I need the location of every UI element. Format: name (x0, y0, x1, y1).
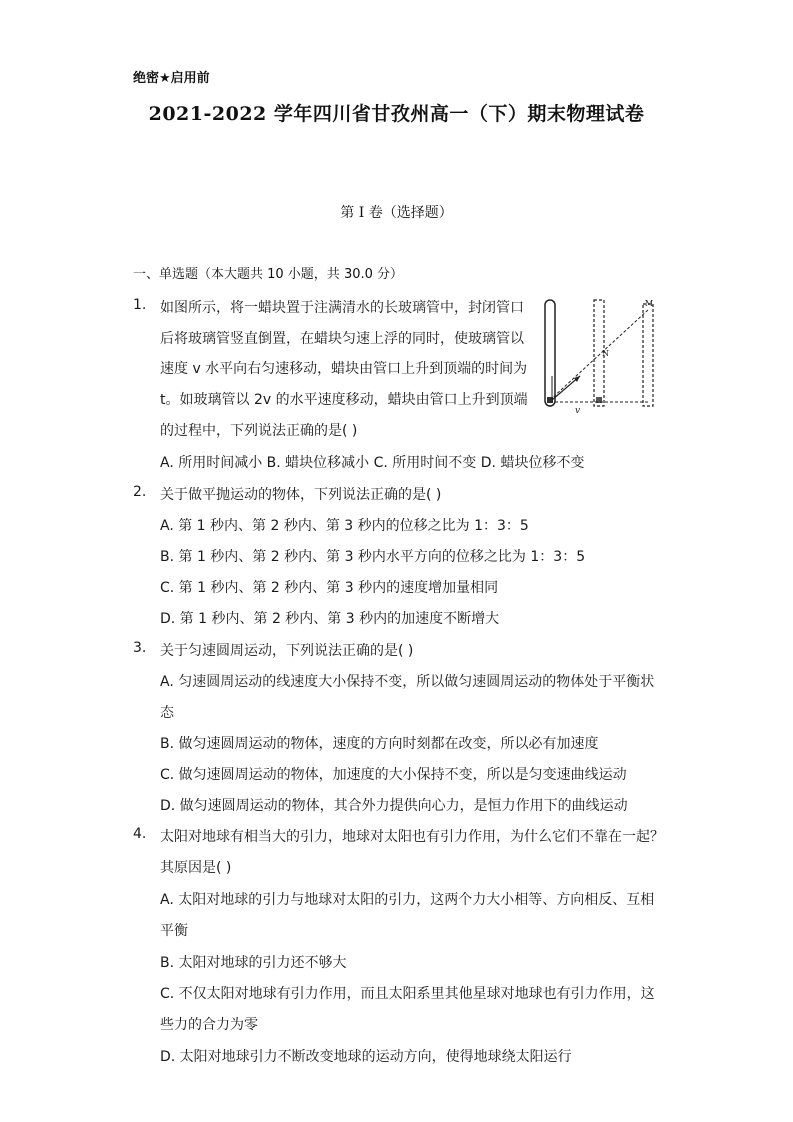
question-text-line: 其原因是( ) (160, 860, 232, 876)
option-a: A. 匀速圆周运动的线速度大小保持不变，所以做匀速圆周运动的物体处于平衡状 (160, 674, 655, 690)
question-number: 1. (133, 297, 147, 313)
option-c-continued: 些力的合力为零 (160, 1017, 258, 1033)
question-text-line: 速度 v 水平向右匀速移动，蜡块由管口上升到顶端的时间为 (160, 361, 528, 377)
question-text-line: t。如玻璃管以 2v 的水平速度移动，蜡块由管口上升到顶端 (160, 392, 528, 408)
option-d: D. 做匀速圆周运动的物体，其合外力提供向心力，是恒力作用下的曲线运动 (160, 798, 628, 814)
page-title: 2021-2022 学年四川省甘孜州高一（下）期末物理试卷 (148, 103, 645, 125)
question-number: 2. (133, 484, 147, 500)
question-text-line: 太阳对地球有相当大的引力，地球对太阳也有引力作用，为什么它们不靠在一起？ (160, 829, 664, 845)
section-heading: 一、单选题（本大题共 10 小题，共 30.0 分） (133, 267, 404, 282)
option-b: B. 太阳对地球的引力还不够大 (160, 955, 347, 971)
option-a-continued: 态 (160, 705, 174, 721)
question-number: 3. (133, 640, 147, 656)
confidential-label: 绝密★启用前 (133, 71, 210, 86)
question-text-line: 的过程中，下列说法正确的是( ) (160, 423, 358, 439)
option-a-continued: 平衡 (160, 923, 188, 939)
option-a: A. 第 1 秒内、第 2 秒内、第 3 秒内的位移之比为 1：3：5 (160, 518, 529, 534)
option-c: C. 第 1 秒内、第 2 秒内、第 3 秒内的速度增加量相同 (160, 580, 499, 596)
question-text-line: 如图所示，将一蜡块置于注满清水的长玻璃管中，封闭管口 (160, 300, 524, 316)
part-title: 第 I 卷（选择题） (340, 205, 453, 221)
question-number: 4. (133, 826, 147, 842)
solid-tube (545, 300, 555, 406)
question-text-line: 关于匀速圆周运动，下列说法正确的是( ) (160, 643, 414, 659)
dashed-tube-right (643, 304, 653, 406)
answer-options: A. 所用时间减小 B. 蜡块位移减小 C. 所用时间不变 D. 蜡块位移不变 (160, 455, 585, 471)
trajectory-line (550, 310, 648, 400)
option-c: C. 不仅太阳对地球有引力作用，而且太阳系里其他星球对地球也有引力作用，这 (160, 986, 655, 1002)
m-label: M (645, 299, 654, 308)
option-a: A. 太阳对地球的引力与地球对太阳的引力，这两个力大小相等、方向相反、互相 (160, 892, 655, 908)
option-d: D. 第 1 秒内、第 2 秒内、第 3 秒内的加速度不断增大 (160, 611, 500, 627)
option-b: B. 第 1 秒内、第 2 秒内、第 3 秒内水平方向的位移之比为 1：3：5 (160, 549, 586, 565)
question-text-line: 关于做平抛运动的物体，下列说法正确的是( ) (160, 487, 442, 503)
mid-label: N (602, 349, 609, 358)
question-text-line: 后将玻璃管竖直倒置，在蜡块匀速上浮的同时，使玻璃管以 (160, 331, 524, 347)
option-c: C. 做匀速圆周运动的物体，加速度的大小保持不变，所以是匀变速曲线运动 (160, 767, 627, 783)
glass-tube-figure (542, 296, 660, 414)
v-label: v (575, 406, 581, 414)
option-b: B. 做匀速圆周运动的物体，速度的方向时刻都在改变，所以必有加速度 (160, 736, 599, 752)
option-d: D. 太阳对地球引力不断改变地球的运动方向，使得地球绕太阳运行 (160, 1049, 572, 1065)
